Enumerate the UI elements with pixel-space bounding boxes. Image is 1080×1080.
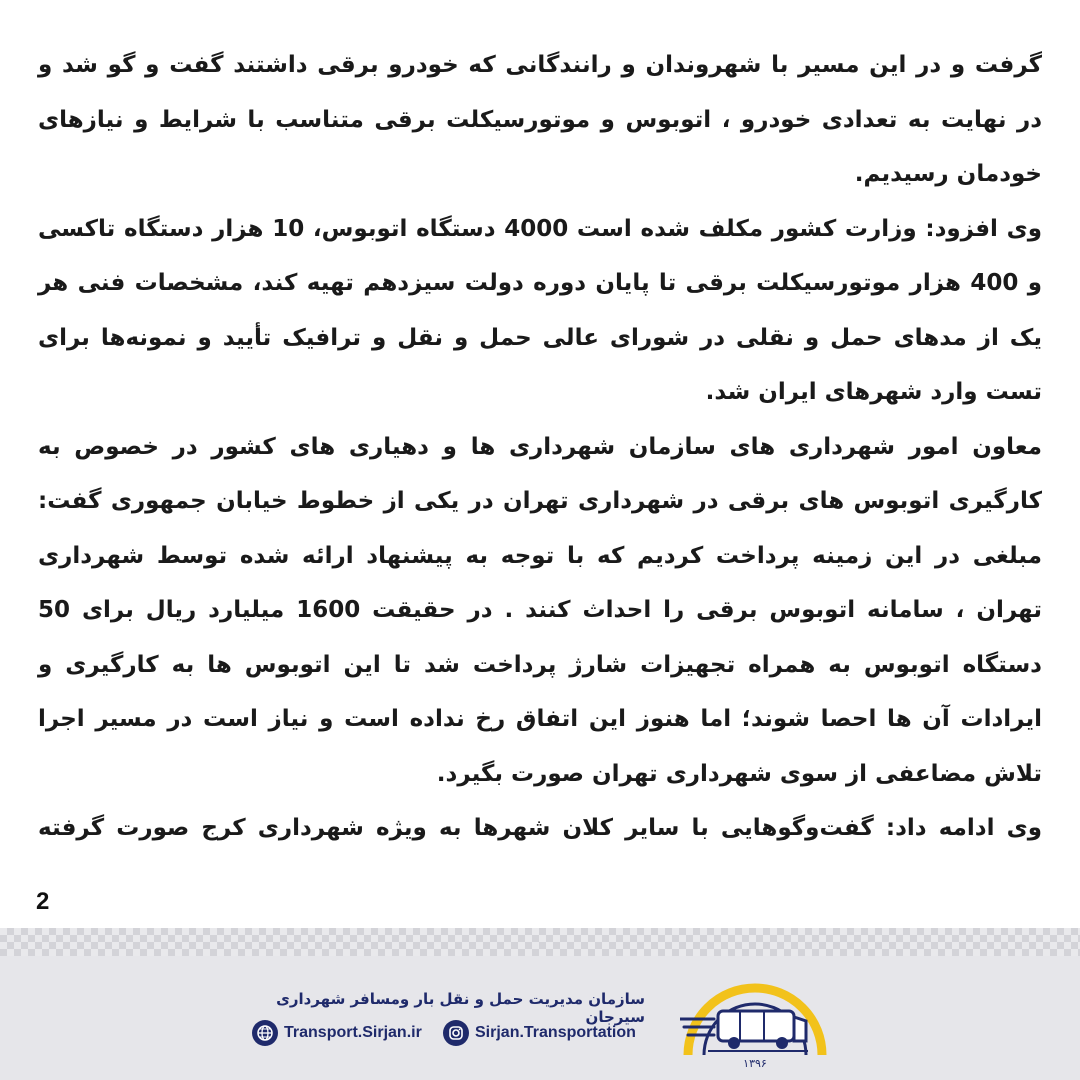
page-number: 2 (36, 888, 50, 915)
instagram-link[interactable] (443, 1018, 636, 1048)
globe-icon (252, 1020, 278, 1046)
logo-year: ۱۳۹۶ (743, 1057, 767, 1070)
paragraph: وی ادامه داد: گفت‌وگوهایی با سایر کلان شهرها به ویژه شهرداری کرج صورت گرفته (38, 815, 1042, 841)
paragraph: معاون امور شهرداری های سازمان شهرداری ها و دهیاری های کشور در خصوص به کارگیری اتوبوس های برقی در شهرداری تهران در یکی از خطوط خیابان جمهوری گفت: مبلغی در این زمینه پرداخت کردیم که با توجه به پیشنهاد ارائه شده توسط شهرداری تهران ، سامانه اتوبوس برقی را احداث کنند . در حقیقت 1600 میلیارد ریال برای 50 دستگاه اتوبوس به همراه تجهیزات شارژ پرداخت شد تا این اتوبوس ها به کارگیری و ایرادات آن ها احصا شوند؛ اما هنوز این اتفاق رخ نداده است و نیاز است در مسیر اجرا تلاش مضاعفی از سوی شهرداری تهران صورت بگیرد. (38, 433, 1042, 787)
website-label: Transport.Sirjan.ir (284, 1024, 422, 1041)
paragraph: وی افزود: وزارت کشور مکلف شده است 4000 دستگاه اتوبوس، 10 هزار دستگاه تاکسی و 400 هزار موتورسیکلت برقی تا پایان دوره دولت سیزدهم تهیه کند، مشخصات فنی هر یک از مدهای حمل و نقلی در شورای عالی حمل و نقل و ترافیک تأیید و نمونه‌ها برای تست وارد شهرهای ایران شد. (38, 215, 1043, 405)
organization-logo (680, 975, 830, 1070)
article-body (38, 38, 1042, 856)
paragraph: گرفت و در این مسیر با شهروندان و رانندگانی که خودرو برقی داشتند گفت و گو شد و در نهایت به تعدادی خودرو ، اتوبوس و موتورسیکلت برقی متناسب با شرایط و نیازهای خودمان رسیدیم. (38, 52, 1042, 187)
instagram-label: Sirjan.Transportation (475, 1024, 636, 1041)
checkered-divider (0, 928, 1080, 956)
organization-name: سازمان مدیریت حمل و نقل بار ومسافر شهرداری سیرجان (276, 990, 645, 1026)
website-link[interactable] (252, 1018, 422, 1048)
instagram-icon (443, 1020, 469, 1046)
